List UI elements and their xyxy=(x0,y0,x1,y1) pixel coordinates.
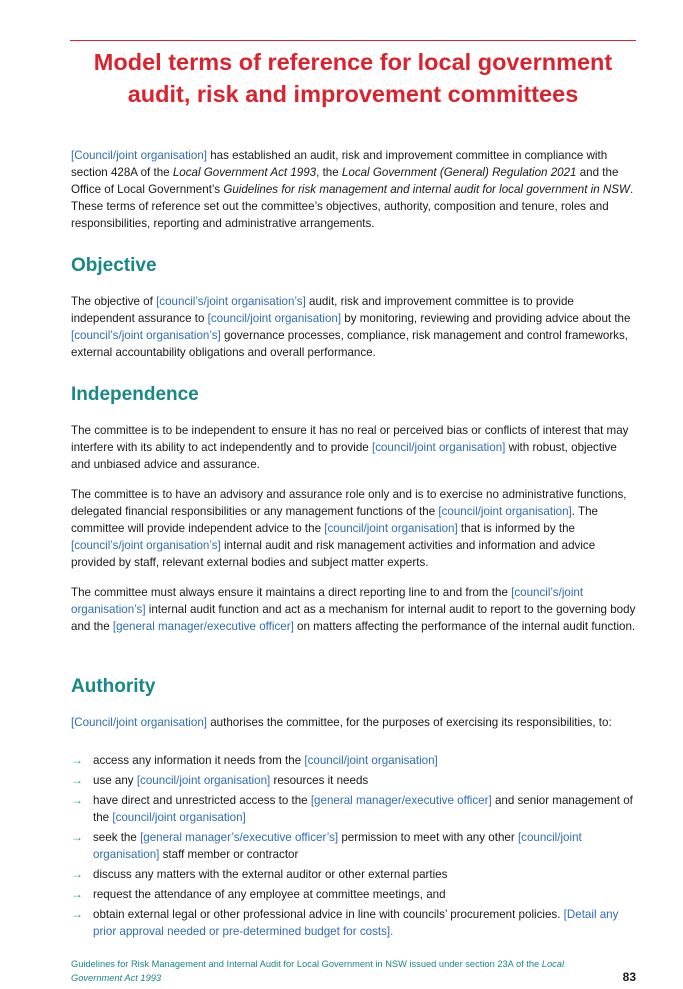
text: staff member or contractor xyxy=(159,848,299,861)
placeholder: [council’s/joint organisation’s] xyxy=(156,295,306,308)
text: access any information it needs from the xyxy=(93,754,305,767)
placeholder: [Detail any prior approval needed or pre-determined budget for costs] xyxy=(93,908,619,938)
text: and the Office of Local Government’s xyxy=(71,166,619,196)
text: on matters affecting the performance of the internal audit function. xyxy=(293,620,636,633)
placeholder: [general manager/executive officer] xyxy=(310,794,492,807)
placeholder: [council’s/joint organisation’s] xyxy=(71,586,584,616)
text: by monitoring, reviewing and providing advice about the xyxy=(341,312,631,325)
placeholder: [council/joint organisation] xyxy=(324,522,458,535)
text: governance processes, compliance, risk management and control frameworks, external accountability obligations and overall performance. xyxy=(71,329,628,359)
text: permission to meet with any other xyxy=(338,831,518,844)
placeholder: [Council/joint organisation] xyxy=(71,149,207,162)
list-item xyxy=(71,792,637,826)
placeholder: [council/joint organisation] xyxy=(371,441,506,454)
text: use any xyxy=(93,774,137,787)
title-line-2: audit, risk and improvement committees xyxy=(127,81,579,107)
placeholder: [council/joint organisation] xyxy=(438,505,572,518)
regulation-reference: Local Government (General) Regulation 2021 xyxy=(341,166,577,179)
placeholder: [council/joint organisation] xyxy=(136,774,271,787)
placeholder: [council/joint organisation] xyxy=(93,831,582,861)
list-item xyxy=(71,906,637,940)
text: The objective of xyxy=(71,295,157,308)
text: resources it needs xyxy=(270,774,369,787)
placeholder: [Council/joint organisation] xyxy=(71,716,207,729)
list-item xyxy=(71,772,637,789)
text: internal audit and risk management activities and information and advice provided by staff, relevant external bodies and subject matter experts. xyxy=(71,539,596,569)
placeholder: [general manager/executive officer] xyxy=(112,620,294,633)
act-reference: Local Government Act 1993 xyxy=(172,166,317,179)
list-item xyxy=(71,829,637,863)
placeholder: [council/joint organisation] xyxy=(304,754,438,767)
text: The committee is to have an advisory and assurance role only and is to exercise no administrative functions, delegated financial responsibilities or any management functions of the xyxy=(71,488,627,518)
placeholder: [general manager’s/executive officer’s] xyxy=(140,831,339,844)
placeholder: [council/joint organisation] xyxy=(207,312,342,325)
arrow-icon: → xyxy=(71,753,83,767)
heading-independence: Independence xyxy=(71,384,199,405)
list-item xyxy=(71,866,637,883)
text: . xyxy=(390,925,394,938)
text: audit, risk and improvement committee is to provide independent assurance to xyxy=(71,295,574,325)
placeholder: [council/joint organisation] xyxy=(112,811,246,824)
page-footer xyxy=(71,957,601,985)
text: authorises the committee, for the purposes of exercising its responsibilities, to: xyxy=(206,716,612,729)
placeholder: [council’s/joint organisation’s] xyxy=(71,539,221,552)
arrow-icon: → xyxy=(71,773,83,787)
independence-paragraph-1 xyxy=(71,422,637,473)
text: discuss any matters with the external auditor or other external parties xyxy=(93,868,448,881)
page-title xyxy=(60,46,646,110)
list-item xyxy=(71,886,637,903)
heading-objective: Objective xyxy=(71,255,157,276)
text: internal audit function and act as a mechanism for internal audit to report to the governing body and the xyxy=(71,603,636,633)
text: seek the xyxy=(93,831,141,844)
independence-paragraph-3 xyxy=(71,584,637,635)
arrow-icon: → xyxy=(71,887,83,901)
top-rule xyxy=(70,40,636,41)
text: , the xyxy=(316,166,342,179)
arrow-icon: → xyxy=(71,867,83,881)
intro-paragraph xyxy=(71,147,637,232)
list-item xyxy=(71,752,637,769)
text: that is informed by the xyxy=(457,522,575,535)
arrow-icon: → xyxy=(71,830,83,844)
text: . The committee will provide independent advice to the xyxy=(71,505,599,535)
text: request the attendance of any employee at committee meetings, and xyxy=(93,888,446,901)
independence-paragraph-2 xyxy=(71,486,637,571)
text: obtain external legal or other professional advice in line with councils’ procurement policies. xyxy=(93,908,564,921)
text: and senior management of the xyxy=(93,794,633,824)
page-number: 83 xyxy=(622,970,636,984)
authority-list xyxy=(71,752,637,943)
guidelines-reference: Guidelines for risk management and internal audit for local government in NSW xyxy=(223,183,630,196)
placeholder: [council’s/joint organisation’s] xyxy=(71,329,221,342)
arrow-icon: → xyxy=(71,907,83,921)
footer-text: Guidelines for Risk Management and Internal Audit for Local Government in NSW issued under section 23A of the xyxy=(71,959,542,969)
title-line-1: Model terms of reference for local government xyxy=(93,49,613,75)
text: . These terms of reference set out the committee’s objectives, authority, composition and tenure, roles and responsibilities, reporting and administrative arrangements. xyxy=(71,183,634,230)
heading-authority: Authority xyxy=(71,676,156,697)
objective-paragraph xyxy=(71,293,637,361)
text: The committee is to be independent to ensure it has no real or perceived bias or conflicts of interest that may interfere with its ability to act independently and to provide xyxy=(71,424,629,454)
text: The committee must always ensure it maintains a direct reporting line to and from the xyxy=(71,586,512,599)
footer-act-reference: Local Government Act 1993 xyxy=(71,959,565,983)
text: has established an audit, risk and improvement committee in compliance with section 428A of the xyxy=(71,149,608,179)
text: with robust, objective and unbiased advice and assurance. xyxy=(71,441,617,471)
arrow-icon: → xyxy=(71,793,83,807)
text: have direct and unrestricted access to the xyxy=(93,794,311,807)
authority-intro xyxy=(71,714,637,731)
